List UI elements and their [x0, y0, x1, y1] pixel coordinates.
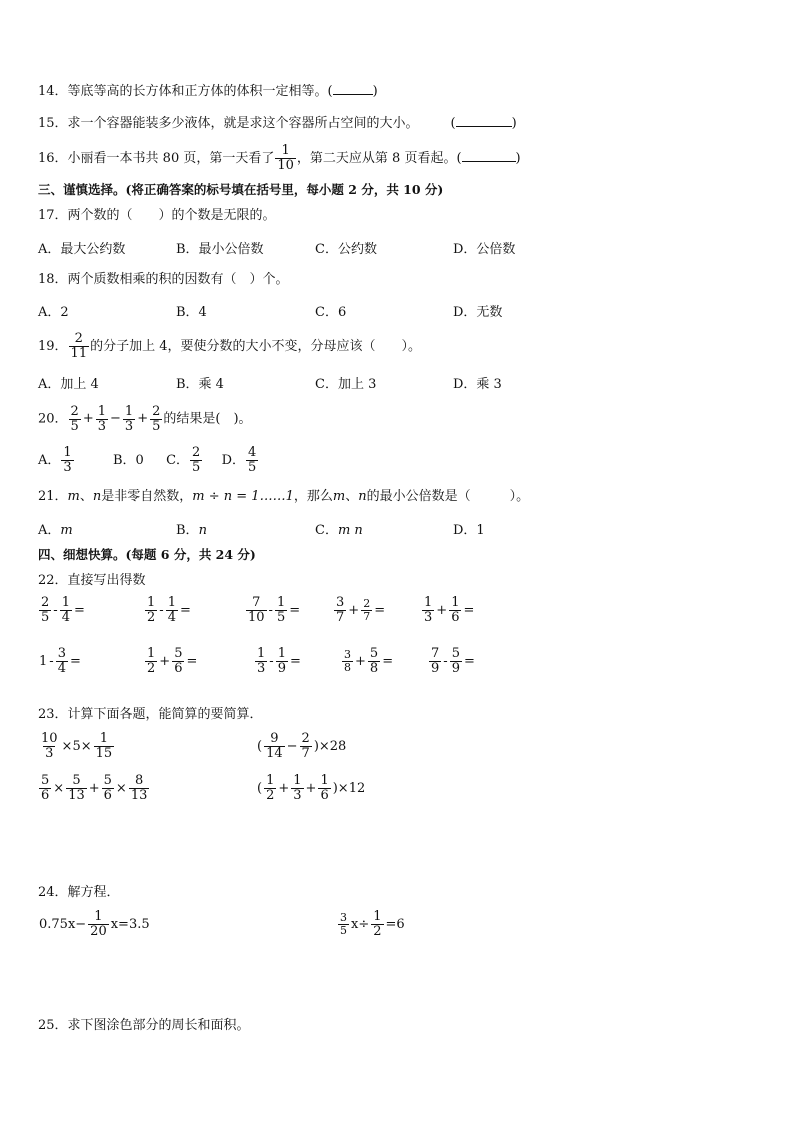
q21-option-a[interactable]: A．m: [38, 523, 73, 538]
q24-equation-2: $\frac{3}{5}$ x÷ $\frac{1}{2}$ =6: [340, 909, 405, 939]
q22-item-1: $\frac{2}{5}$ - $\frac{1}{4}$ =: [41, 595, 85, 625]
answer-blank-14[interactable]: [333, 82, 373, 95]
section-4-title: 四、细想快算。(每题 6 分，共 24 分): [38, 547, 256, 562]
q23-expr-4: ( $\frac{1}{2}$ + $\frac{1}{3}$ + $\frac{1}{6}$ )×12: [257, 773, 366, 803]
fraction: $\frac{1}{10}$: [277, 143, 294, 173]
q22-item-6: 1 - $\frac{3}{4}$ =: [39, 646, 81, 676]
q19-option-b[interactable]: B．乘 4: [176, 377, 224, 392]
q22-item-2: $\frac{1}{2}$ - $\frac{1}{4}$ =: [147, 595, 191, 625]
q18-option-c[interactable]: C．6: [315, 305, 347, 320]
q22-item-7: $\frac{1}{2}$ + $\frac{5}{6}$ =: [147, 646, 198, 676]
q22-item-10: $\frac{7}{9}$ - $\frac{5}{9}$ =: [431, 646, 475, 676]
question-21: 21．m、n是非零自然数，m ÷ n = 1……1，那么m、n的最小公倍数是（ ）。: [38, 489, 530, 504]
q17-option-a[interactable]: A．最大公约数: [38, 242, 126, 257]
question-15: 15．求一个容器能装多少液体，就是求这个容器所占空间的大小。 ( ): [38, 116, 517, 131]
q22-item-4: $\frac{3}{7}$ + $\frac{2}{7}$ =: [336, 595, 386, 625]
q20-option-d[interactable]: D． $\frac{4}{5}$: [221, 445, 257, 475]
q19-option-c[interactable]: C．加上 3: [315, 377, 377, 392]
question-23: 23．计算下面各题，能简算的要简算．: [38, 707, 263, 722]
q21-option-d[interactable]: D．1: [453, 523, 485, 538]
question-22: 22．直接写出得数: [38, 573, 146, 588]
q23-expr-1: $\frac{10}{3}$ ×5× $\frac{1}{15}$: [41, 731, 113, 761]
q19-option-a[interactable]: A．加上 4: [38, 377, 99, 392]
q23-expr-3: $\frac{5}{6}$ × $\frac{5}{13}$ + $\frac{5}{6}$ × $\frac{8}{13}$: [41, 773, 148, 803]
q18-option-a[interactable]: A．2: [38, 305, 69, 320]
question-19: 19． $\frac{2}{11}$ 的分子加上 4，要使分数的大小不变，分母应该（ ）。: [38, 331, 421, 361]
q18-option-d[interactable]: D．无数: [453, 305, 503, 320]
q20-option-c[interactable]: C． $\frac{2}{5}$: [166, 445, 201, 475]
question-20: 20． $\frac{2}{5}$ + $\frac{1}{3}$ − $\frac{1}{3}$ + $\frac{2}{5}$ 的结果是( )。: [38, 403, 252, 434]
q22-item-8: $\frac{1}{3}$ - $\frac{1}{9}$ =: [257, 646, 301, 676]
q21-option-c[interactable]: C．m n: [315, 523, 363, 538]
answer-blank-15[interactable]: [456, 114, 512, 127]
question-14: 14．等底等高的长方体和正方体的体积一定相等。( ): [38, 84, 378, 99]
q23-expr-2: ( $\frac{9}{14}$ − $\frac{2}{7}$ )×28: [257, 731, 347, 761]
q17-option-c[interactable]: C．公约数: [315, 242, 377, 257]
q22-item-9: $\frac{3}{8}$ + $\frac{5}{8}$ =: [344, 646, 394, 676]
q17-option-b[interactable]: B．最小公倍数: [176, 242, 264, 257]
q24-equation-1: 0.75x− $\frac{1}{20}$ x=3.5: [39, 909, 150, 939]
q20-option-a[interactable]: A． $\frac{1}{3}$: [38, 445, 72, 475]
q22-item-3: $\frac{7}{10}$ - $\frac{1}{5}$ =: [248, 595, 301, 625]
q18-option-b[interactable]: B．4: [176, 305, 207, 320]
answer-blank-16[interactable]: [462, 149, 516, 162]
q19-option-d[interactable]: D．乘 3: [453, 377, 502, 392]
q20-options: [38, 441, 259, 481]
q22-item-5: $\frac{1}{3}$ + $\frac{1}{6}$ =: [424, 595, 475, 625]
question-18: 18．两个质数相乘的积的因数有（ ）个。: [38, 272, 289, 287]
question-24: 24．解方程．: [38, 885, 120, 900]
question-25: 25．求下图涂色部分的周长和面积。: [38, 1018, 250, 1033]
question-17: 17．两个数的（ ）的个数是无限的。: [38, 208, 276, 223]
fraction: $\frac{2}{11}$: [70, 331, 88, 361]
question-16: 16．小丽看一本书共 80 页，第一天看了 $\frac{1}{10}$ ，第二天应从第 8 页看起。( ): [38, 143, 521, 173]
section-3-title: 三、谨慎选择。(将正确答案的标号填在括号里，每小题 2 分，共 10 分): [38, 182, 444, 197]
q21-option-b[interactable]: B．n: [176, 523, 207, 538]
q20-option-b[interactable]: B．0: [112, 453, 144, 468]
q17-option-d[interactable]: D．公倍数: [453, 242, 516, 257]
